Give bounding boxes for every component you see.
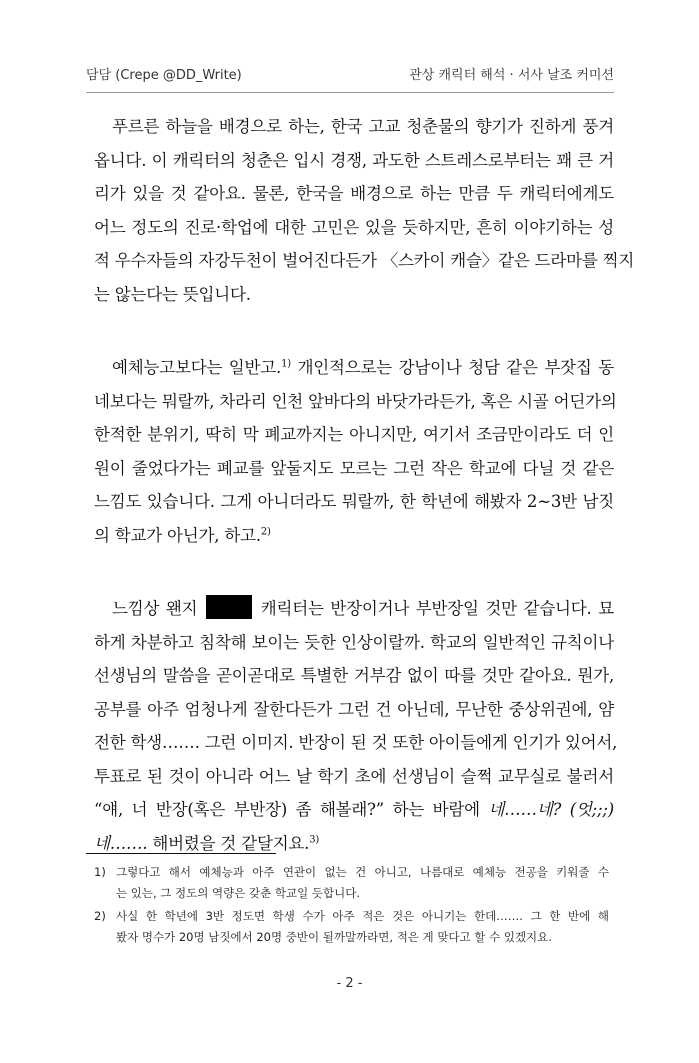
paragraph-line xyxy=(94,793,614,827)
paragraph-3 xyxy=(94,592,618,860)
paragraph-text: 캐릭터는 반장이거나 부반장일 것만 같습니다. 묘 xyxy=(260,599,614,618)
paragraph-line: 하게 차분하고 침착해 보이는 듯한 인상이랄까. 학교의 일반적인 규칙이나 xyxy=(94,632,614,652)
page-header xyxy=(86,64,614,86)
footnote-line: 그렇다고 해서 예체능과 아주 연관이 없는 건 아니고, 나름대로 예체능 전공을 키워줄 수 xyxy=(116,865,609,879)
footnote-ref-3[interactable]: 3) xyxy=(309,834,320,845)
footnote-divider xyxy=(86,853,276,854)
paragraph-line: 리가 있을 것 같아요. 물론, 한국을 배경으로 하는 만큼 두 캐릭터에게도 xyxy=(94,184,614,203)
footnote-ref-2[interactable]: 2) xyxy=(260,526,271,537)
footnote-1 xyxy=(94,862,609,904)
header-author: 담담 (Crepe @DD_Write) xyxy=(86,68,242,83)
footnote-2 xyxy=(94,906,609,948)
footnote-line: 사실 한 학년에 3반 정도면 학생 수가 아주 적은 것은 아니기는 한데……. 그 한 반에 해 xyxy=(116,909,609,923)
paragraph-line xyxy=(94,827,614,861)
paragraph-line: 투표로 된 것이 아니라 어느 날 학기 초에 선생님이 슬쩍 교무실로 불러서 xyxy=(94,766,614,786)
paragraph-text: 예체능고보다는 일반고. xyxy=(112,358,282,377)
paragraph-line: 옵니다. 이 캐릭터의 청춘은 입시 경쟁, 과도한 스트레스로부터는 꽤 큰 거 xyxy=(94,150,614,170)
paragraph-line xyxy=(94,351,614,385)
paragraph-line: 어느 정도의 진로·학업에 대한 고민은 있을 듯하지만, 흔히 이야기하는 성 xyxy=(94,217,614,237)
body-text xyxy=(94,110,635,900)
paragraph-2 xyxy=(94,351,617,552)
paragraph-text: 느낌상 왠지 xyxy=(112,599,198,618)
paragraph-text: 해버렸을 것 같달지요. xyxy=(147,833,310,853)
header-divider xyxy=(86,92,614,93)
paragraph-text: “얘, 너 반장(혹은 부반장) 좀 해볼래?” 하는 바람에 xyxy=(94,800,489,819)
redacted-name-block xyxy=(206,595,252,619)
header-title: 관상 캐릭터 해석 · 서사 날조 커미션 xyxy=(409,68,614,83)
italic-text: 네……. xyxy=(94,833,148,853)
page-number: - 2 - xyxy=(336,976,363,991)
paragraph-line: 는 않는다는 뜻입니다. xyxy=(94,284,251,304)
paragraph-text: 개인적으로는 강남이나 청담 같은 부잣집 동 xyxy=(290,358,614,377)
paragraph-line: 원이 줄었다가는 폐교를 앞둘지도 모르는 그런 작은 학교에 다닐 것 같은 xyxy=(94,458,614,478)
footnote-number: 2) xyxy=(94,909,106,923)
paragraph-line: 전한 학생……. 그런 이미지. 반장이 된 것 또한 아이들에게 인기가 있어서, xyxy=(94,733,618,752)
paragraph-line: 푸르른 하늘을 배경으로 하는, 한국 고교 청춘물의 향기가 진하게 풍겨 xyxy=(112,117,614,136)
paragraph-line: 적 우수자들의 자강두천이 벌어진다든가 〈스카이 캐슬〉같은 드라마를 찍지 xyxy=(94,251,635,270)
paragraph-line: 한적한 분위기, 딱히 막 폐교까지는 아니지만, 여기서 조금만이라도 더 인 xyxy=(94,425,614,444)
paragraph-text: 의 학교가 아닌가, 하고. xyxy=(94,525,261,545)
footnote-number: 1) xyxy=(94,865,106,879)
footnotes xyxy=(94,862,609,950)
footnote-line: 는 있는, 그 정도의 역량은 갖춘 학교일 듯합니다. xyxy=(116,886,360,900)
footnote-ref-1[interactable]: 1) xyxy=(281,358,291,370)
paragraph-line xyxy=(94,592,614,626)
paragraph-line: 선생님의 말씀을 곧이곧대로 특별한 거부감 없이 따를 것만 같아요. 뭔가, xyxy=(94,666,614,685)
italic-text: 네……네? (엇;;;) xyxy=(488,800,614,819)
paragraph-1 xyxy=(94,110,635,311)
paragraph-line: 느낌도 있습니다. 그게 아니더라도 뭐랄까, 한 학년에 해봤자 2~3반 남짓 xyxy=(94,492,614,511)
paragraph-line xyxy=(94,519,614,553)
footnote-line: 봤자 명수가 20명 남짓에서 20명 중반이 될까말까라면, 적은 게 맞다고 할 수 있겠지요. xyxy=(116,930,552,944)
paragraph-line: 네보다는 뭐랄까, 차라리 인천 앞바다의 바닷가라든가, 혹은 시골 어딘가의 xyxy=(94,391,617,411)
paragraph-line: 공부를 아주 엄청나게 잘한다든가 그런 건 아닌데, 무난한 중상위권에, 얌 xyxy=(94,699,614,719)
